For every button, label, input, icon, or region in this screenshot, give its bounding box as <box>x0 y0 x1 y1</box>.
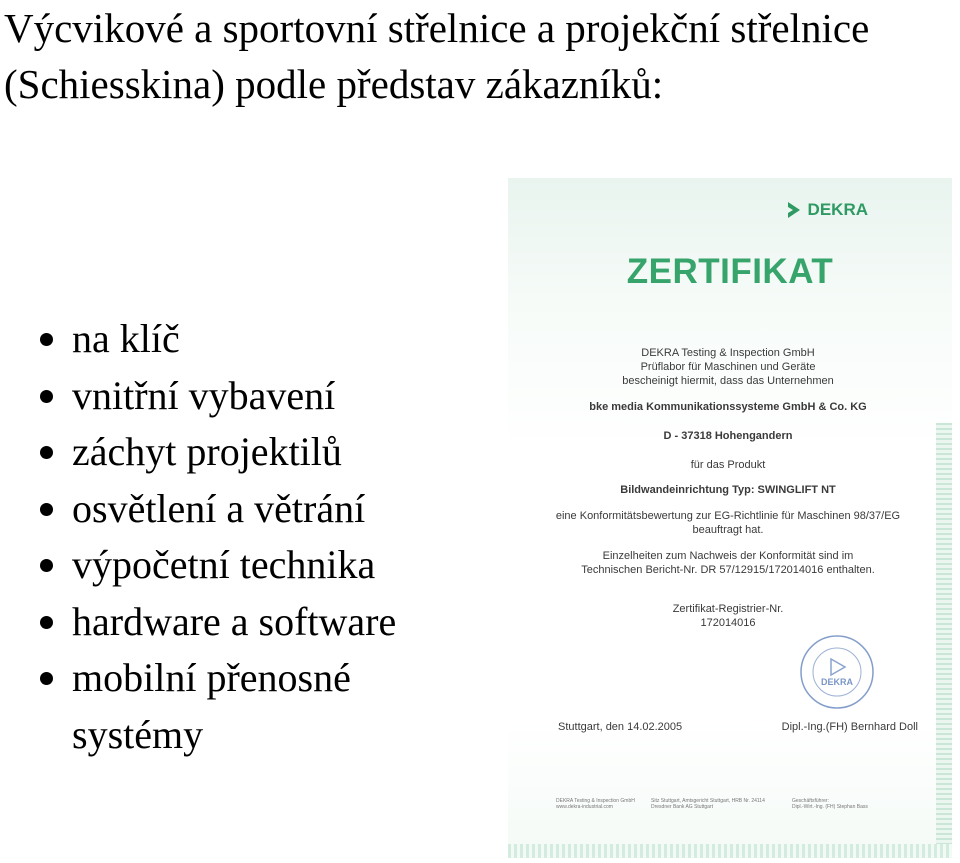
assessment-line-1: eine Konformitätsbewertung zur EG-Richtlinie für Maschinen 98/37/EG <box>555 510 901 522</box>
list-item: výpočetní technika <box>34 537 474 594</box>
footer-web: www.dekra-industrial.com <box>556 804 613 810</box>
footer-company <box>556 798 651 810</box>
dekra-stamp <box>798 633 876 711</box>
company: bke media Kommunikationssysteme GmbH & Co. KG <box>589 401 867 413</box>
assessment-line-2: beauftragt hat. <box>692 524 764 536</box>
slide-title: Výcvikové a sportovní střelnice a projekční střelnice (Schiesskina) podle představ zákazníků: <box>4 5 870 107</box>
footer-management-label: Geschäftsführer: <box>792 798 829 804</box>
details-line-2: Technischen Bericht-Nr. DR 57/12915/172014016 enthalten. <box>581 564 875 576</box>
logo-text: DEKRA <box>807 200 868 219</box>
footer-bank: Dresdner Bank AG Stuttgart <box>651 804 713 810</box>
place-date: Stuttgart, den 14.02.2005 <box>558 721 683 733</box>
registry-number: 172014016 <box>700 617 756 629</box>
footer-management <box>792 798 902 810</box>
list-item: hardware a software <box>34 594 474 651</box>
registry-label: Zertifikat-Registrier-Nr. <box>672 603 784 615</box>
list-item: na klíč <box>34 311 474 368</box>
footer-registration <box>651 798 791 810</box>
statement: bescheinigt hiermit, dass das Unternehmen <box>622 375 834 387</box>
certificate-border-stripe <box>936 423 952 858</box>
list-item: vnitřní vybavení <box>34 368 474 425</box>
for-product: für das Produkt <box>690 459 766 471</box>
certificate-heading: ZERTIFIKAT <box>626 252 834 291</box>
list-item: osvětlení a větrání <box>34 481 474 538</box>
footer-ceo: Dipl.-Wirt.-Ing. (FH) Stephan Bass <box>792 804 868 810</box>
bullet-list <box>34 311 474 763</box>
lab: Prüflabor für Maschinen und Geräte <box>640 361 816 373</box>
dekra-logo <box>786 200 868 220</box>
certificate-bottom-stripe <box>508 844 952 858</box>
list-item: záchyt projektilů <box>34 424 474 481</box>
certificate-image <box>508 178 952 858</box>
details-line-1: Einzelheiten zum Nachweis der Konformität sind im <box>602 550 854 562</box>
dekra-arrow-icon <box>786 200 804 220</box>
signatory: Dipl.-Ing.(FH) Bernhard Doll <box>781 721 918 733</box>
address: D - 37318 Hohengandern <box>663 430 793 442</box>
footer-registration-text: Sitz Stuttgart, Amtsgericht Stuttgart, HRB Nr. 24114 <box>651 798 765 804</box>
footer-company-text: DEKRA Testing & Inspection GmbH <box>556 798 635 804</box>
issuer: DEKRA Testing & Inspection GmbH <box>641 347 815 359</box>
stamp-text: DEKRA <box>820 677 854 687</box>
product: Bildwandeinrichtung Typ: SWINGLIFT NT <box>620 484 836 496</box>
list-item: mobilní přenosné systémy <box>34 650 474 763</box>
